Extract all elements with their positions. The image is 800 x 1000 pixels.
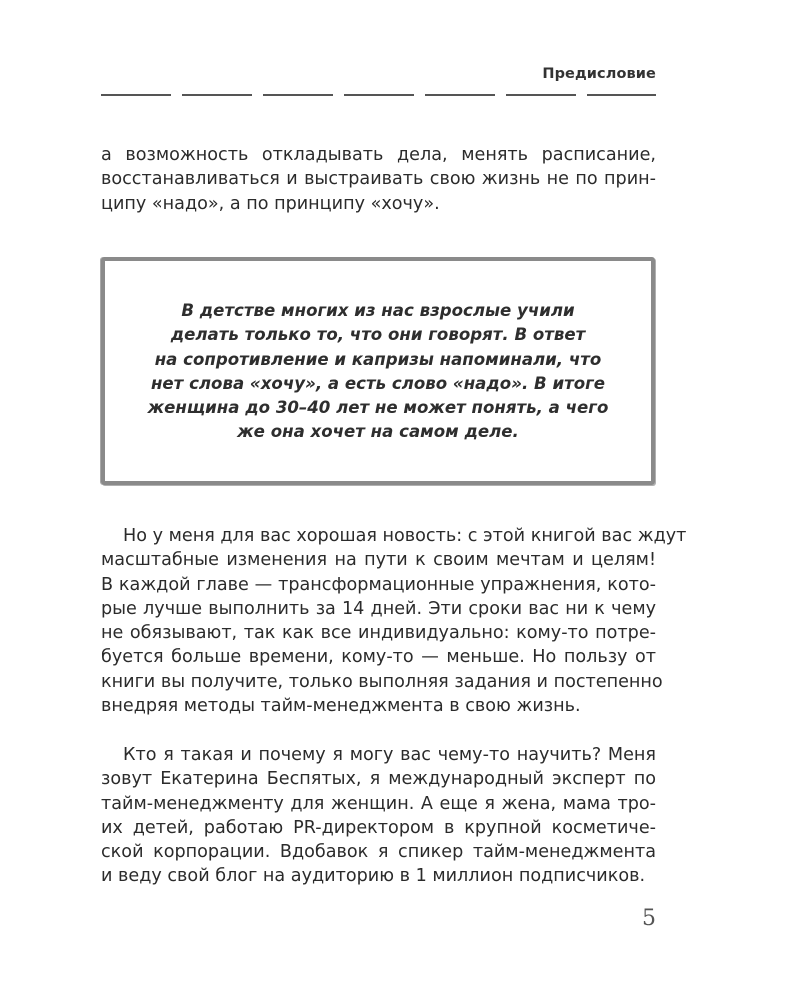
callout-box xyxy=(101,257,655,485)
text-line: буется больше времени, кому-то — меньше. Но пользу от xyxy=(101,647,656,668)
text-line: их детей, работаю PR-директором в крупной косметиче- xyxy=(101,817,656,838)
callout-line: женщина до 30–40 лет не может понять, а чего xyxy=(147,398,609,418)
body-paragraph-news xyxy=(101,524,687,718)
text-line: внедряя методы тайм-менеджмента в свою жизнь. xyxy=(101,696,581,717)
callout-line: на сопротивление и капризы напоминали, что xyxy=(154,349,602,369)
text-line: не обязывают, так как все индивидуально: кому-то потре- xyxy=(101,623,656,644)
running-head-title: Предисловие xyxy=(542,66,656,82)
intro-paragraph xyxy=(101,143,656,216)
text-line: масштабные изменения на пути к своим мечтам и целям! xyxy=(101,550,656,571)
text-line: а возможность откладывать дела, менять расписание, xyxy=(101,145,656,165)
page-number: 5 xyxy=(642,906,656,931)
callout-line: делать только то, что они говорят. В ответ xyxy=(170,325,586,345)
callout-quote xyxy=(105,299,651,445)
text-line: ской корпорации. Вдобавок я спикер тайм-менеджмента xyxy=(101,842,656,863)
callout-line: В детстве многих из нас взрослые учили xyxy=(181,301,575,320)
text-line: ципу «надо», а по принципу «хочу». xyxy=(101,193,440,214)
text-line: Кто я такая и почему я могу вас чему-то научить? Меня xyxy=(123,745,656,765)
callout-line: нет слова «хочу», а есть слово «надо». В итоге xyxy=(150,373,606,393)
text-line: В каждой главе — трансформационные упражнения, кото- xyxy=(101,574,656,595)
text-line: тайм-менеджменту для женщин. А еще я жена, мама тро- xyxy=(101,793,656,814)
body-paragraph-author xyxy=(101,743,656,889)
text-line: книги вы получите, только выполняя задания и постепенно xyxy=(101,671,663,692)
header-dashed-rule xyxy=(101,94,656,96)
text-line: восстанавливаться и выстраивать свою жизнь не по прин- xyxy=(101,169,656,190)
text-line: зовут Екатерина Беспятых, я международный эксперт по xyxy=(101,769,656,790)
callout-line: же она хочет на самом деле. xyxy=(237,422,519,442)
text-line: и веду свой блог на аудиторию в 1 миллион подписчиков. xyxy=(101,866,646,887)
text-line: рые лучше выполнить за 14 дней. Эти сроки вас ни к чему xyxy=(101,598,656,619)
text-line: Но у меня для вас хорошая новость: с этой книгой вас ждут xyxy=(123,526,687,546)
